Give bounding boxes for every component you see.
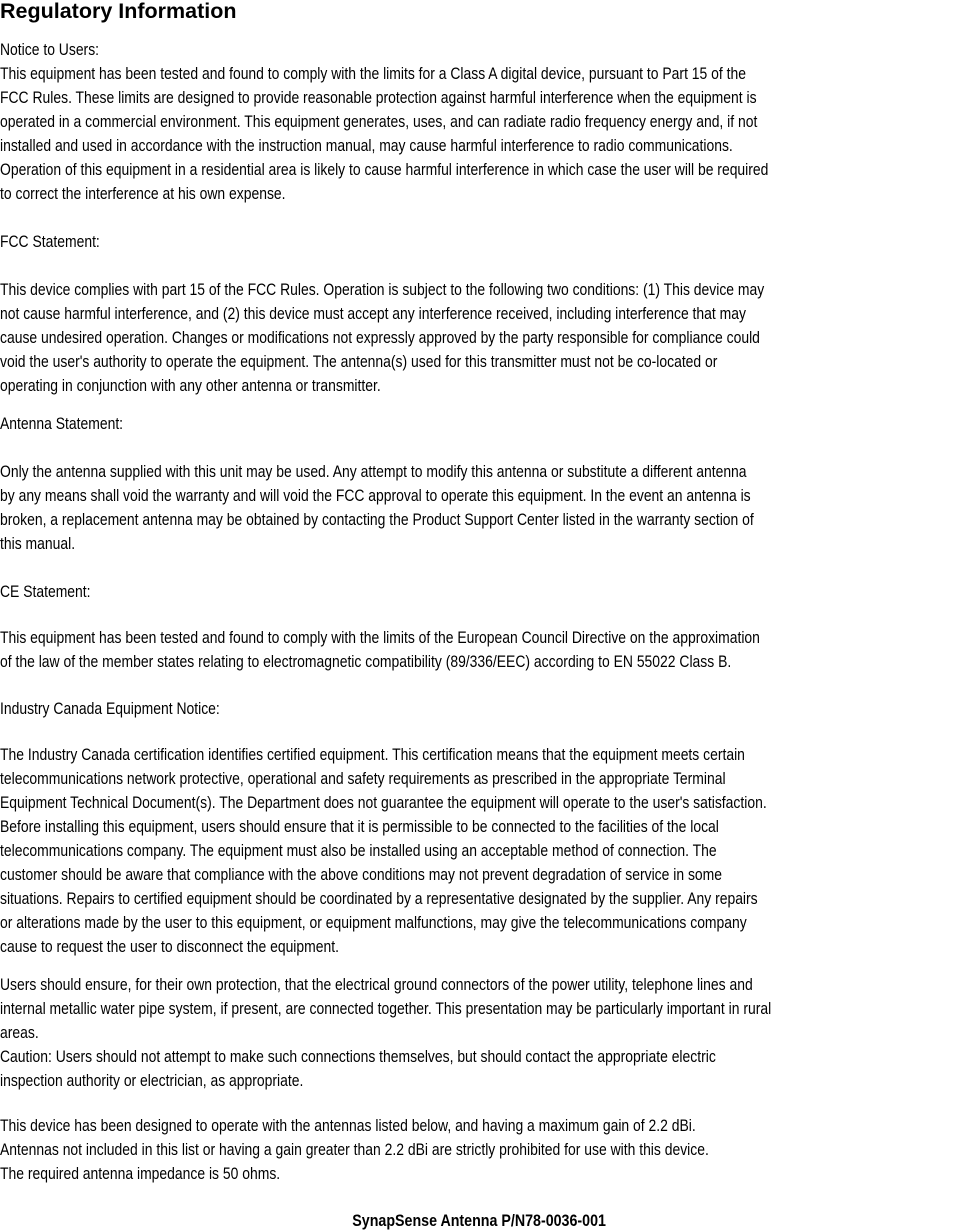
industry-canada-line: telecommunications company. The equipment must also be installed using an acceptable method of connection. The [0, 842, 717, 860]
notice-line: operated in a commercial environment. This equipment generates, uses, and can radiate radio frequency energy and, if not [0, 113, 758, 131]
fcc-line: void the user's authority to operate the equipment. The antenna(s) used for this transmitter must not be co-located or [0, 353, 718, 371]
industry-canada-line: situations. Repairs to certified equipment should be coordinated by a representative designated by the supplier. Any repairs [0, 890, 758, 908]
page-title: Regulatory Information [0, 0, 237, 23]
fcc-line: This device complies with part 15 of the FCC Rules. Operation is subject to the following two conditions: (1) This device may [0, 281, 765, 299]
grounding-line: internal metallic water pipe system, if present, are connected together. This presentation may be particularly important in rural [0, 1000, 772, 1018]
ce-heading: CE Statement: [0, 583, 91, 601]
industry-canada-heading: Industry Canada Equipment Notice: [0, 700, 220, 718]
antenna-line: Only the antenna supplied with this unit may be used. Any attempt to modify this antenna or substitute a different antenna [0, 463, 747, 481]
industry-canada-line: Equipment Technical Document(s). The Department does not guarantee the equipment will operate to the user's satisfaction. [0, 794, 767, 812]
antenna-part-number-text: SynapSense Antenna P/N78-0036-001 [352, 1212, 606, 1230]
antenna-gain-line: This device has been designed to operate with the antennas listed below, and having a maximum gain of 2.2 dBi. [0, 1117, 696, 1135]
notice-line: installed and used in accordance with the instruction manual, may cause harmful interference to radio communications. [0, 137, 733, 155]
notice-line: This equipment has been tested and found to comply with the limits for a Class A digital device, pursuant to Part 15 of the [0, 65, 746, 83]
notice-heading: Notice to Users: [0, 41, 100, 59]
antenna-line: this manual. [0, 535, 76, 553]
caution-line: Caution: Users should not attempt to make such connections themselves, but should contact the appropriate electric [0, 1048, 716, 1066]
ce-line: of the law of the member states relating to electromagnetic compatibility (89/336/EEC) according to EN 55022 Class B. [0, 653, 732, 671]
grounding-line: Users should ensure, for their own protection, that the electrical ground connectors of the power utility, telephone lines and [0, 976, 753, 994]
antenna-line: by any means shall void the warranty and will void the FCC approval to operate this equipment. In the event an antenna is [0, 487, 751, 505]
industry-canada-line: customer should be aware that compliance with the above conditions may not prevent degradation of service in some [0, 866, 722, 884]
grounding-line: areas. [0, 1024, 39, 1042]
industry-canada-line: or alterations made by the user to this equipment, or equipment malfunctions, may give the telecommunications company [0, 914, 747, 932]
antenna-heading: Antenna Statement: [0, 415, 124, 433]
antenna-gain-line: Antennas not included in this list or having a gain greater than 2.2 dBi are strictly prohibited for use with this device. [0, 1141, 709, 1159]
industry-canada-line: Before installing this equipment, users should ensure that it is permissible to be connected to the facilities of the local [0, 818, 719, 836]
antenna-part-number [0, 1211, 973, 1231]
notice-line: to correct the interference at his own expense. [0, 185, 286, 203]
notice-line: Operation of this equipment in a residential area is likely to cause harmful interference in which case the user will be required [0, 161, 769, 179]
fcc-heading: FCC Statement: [0, 233, 100, 251]
industry-canada-line: cause to request the user to disconnect the equipment. [0, 938, 339, 956]
antenna-line: broken, a replacement antenna may be obtained by contacting the Product Support Center listed in the warranty section of [0, 511, 754, 529]
fcc-line: cause undesired operation. Changes or modifications not expressly approved by the party responsible for compliance could [0, 329, 760, 347]
fcc-line: operating in conjunction with any other antenna or transmitter. [0, 377, 381, 395]
notice-line: FCC Rules. These limits are designed to provide reasonable protection against harmful interference when the equipment is [0, 89, 757, 107]
fcc-line: not cause harmful interference, and (2) this device must accept any interference received, including interference that may [0, 305, 746, 323]
industry-canada-line: telecommunications network protective, operational and safety requirements as prescribed in the appropriate Terminal [0, 770, 726, 788]
caution-line: inspection authority or electrician, as appropriate. [0, 1072, 304, 1090]
industry-canada-line: The Industry Canada certification identifies certified equipment. This certification means that the equipment meets certain [0, 746, 745, 764]
ce-line: This equipment has been tested and found to comply with the limits of the European Council Directive on the approximation [0, 629, 760, 647]
antenna-gain-line: The required antenna impedance is 50 ohms. [0, 1165, 281, 1183]
